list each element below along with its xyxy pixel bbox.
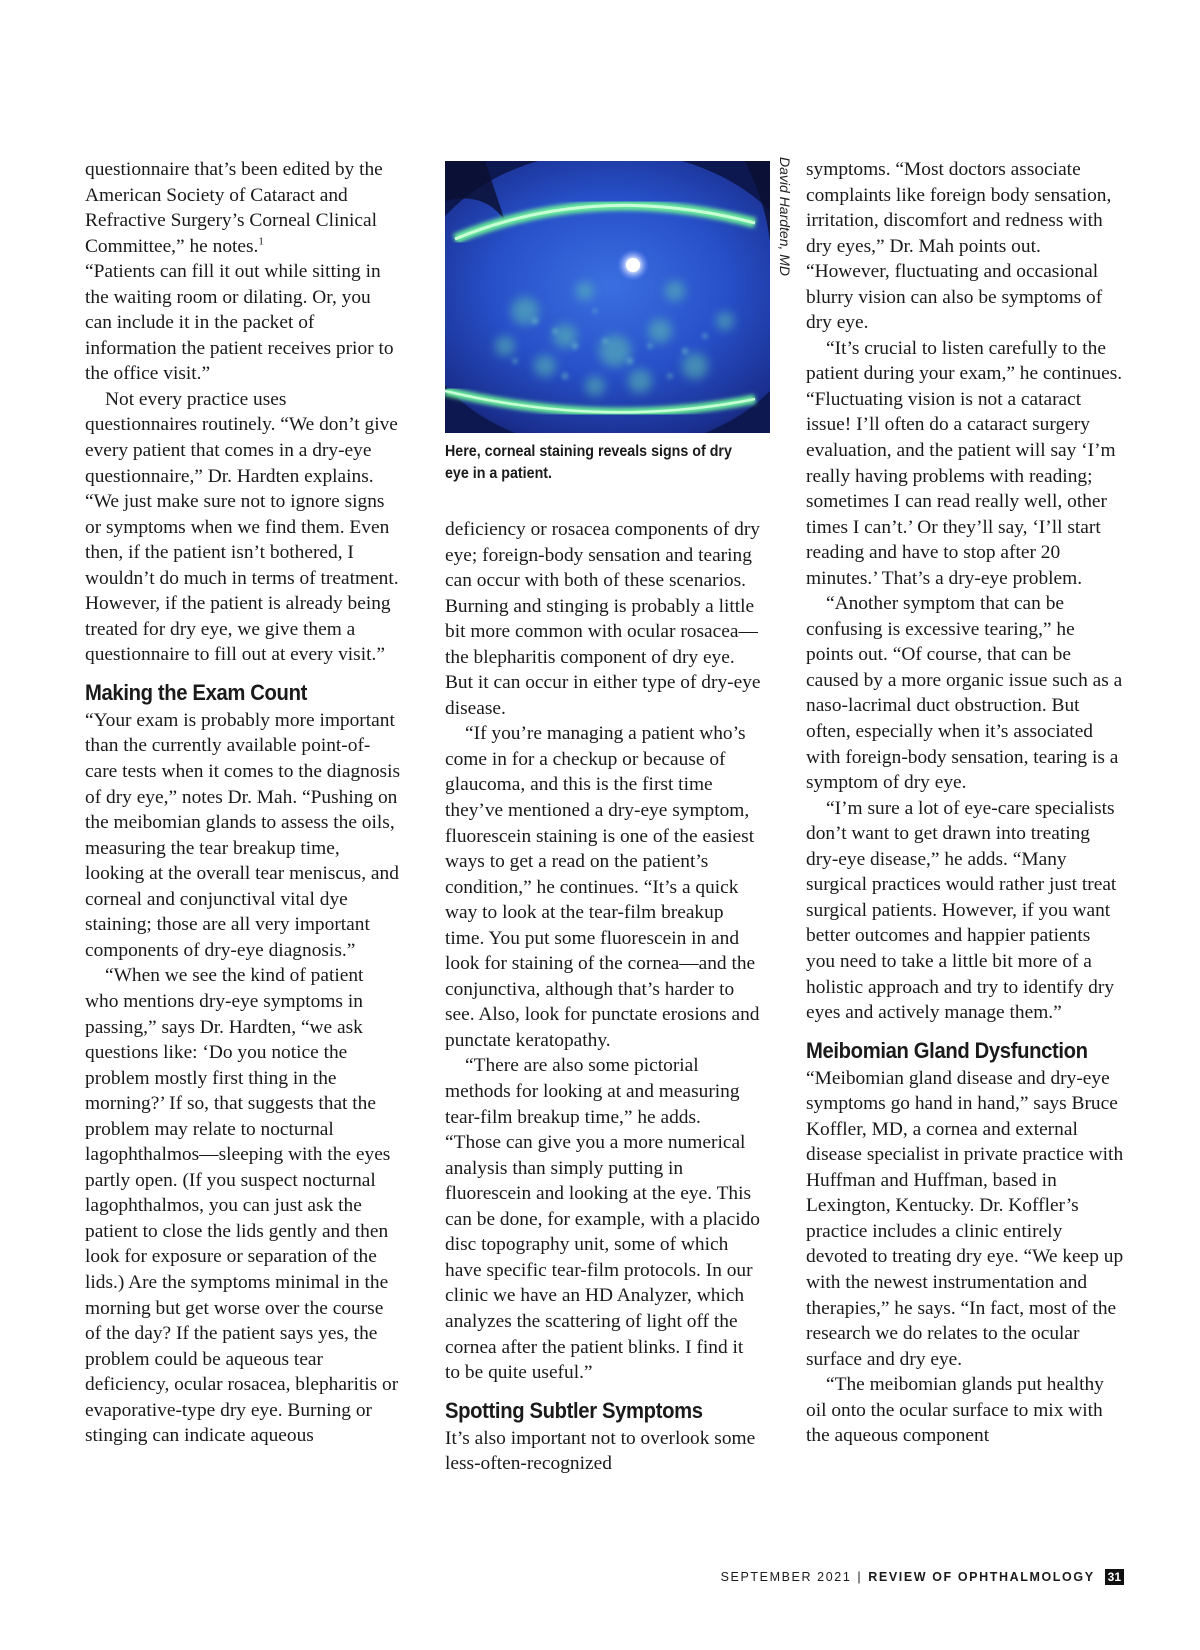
section-heading: Making the Exam Count — [85, 679, 307, 705]
body-paragraph: questionnaire that’s been edited by the American Society of Cataract and Refractive Surgery’s Corneal Clinical Committee,” he notes.$^1$ — [85, 159, 383, 257]
body-paragraph: It’s also important not to overlook some less-often-recognized — [445, 1427, 756, 1475]
section-heading: Spotting Subtler Symptoms — [445, 1397, 703, 1423]
body-paragraph: “It’s crucial to listen carefully to the patient during your exam,” he continues. “Fluctuating vision is not a cataract issue! I’ll often do a cataract surgery evaluation, and the patient will say ‘I’m really having problems with reading; sometimes I can read really well, other times I can’t.’ Or they’ll say, ‘I’ll start reading and have to stop after 20 minutes.’ That’s a dry-eye problem. — [806, 337, 1123, 589]
figure-caption: Here, corneal staining reveals signs of dry eye in a patient. — [445, 443, 732, 482]
body-paragraph: “Your exam is probably more important than the currently available point-of-care tests when it comes to the diagnosis of dry eye,” notes Dr. Mah. “Pushing on the meibomian glands to assess the oils, measuring the tear breakup time, looking at the overall tear meniscus, and corneal and conjunctival vital dye staining; those are all very important components of dry-eye diagnosis.” — [85, 709, 401, 961]
publication-name: REVIEW OF OPHTHALMOLOGY — [868, 1570, 1095, 1584]
corneal-staining-photo — [445, 161, 770, 433]
body-paragraph: Not every practice uses questionnaires routinely. “We don’t give every patient that comes in a dry-eye questionnaire,” Dr. Hardten explains. “We just make sure not to ignore signs or symptoms when we find them. Even then, if the patient isn’t bothered, I wouldn’t do much in terms of treatment. However, if the patient is already being treated for dry eye, we give them a questionnaire to fill out at every visit.” — [85, 388, 399, 666]
page-footer — [721, 1569, 1124, 1585]
article-column-3 — [806, 157, 1124, 1449]
photo-credit: David Hardten, MD — [777, 157, 793, 277]
body-paragraph: “If you’re managing a patient who’s come in for a checkup or because of glaucoma, and this is the first time they’ve mentioned a dry-eye symptom, fluorescein staining is one of the easiest ways to get a read on the patient’s condition,” he continues. “It’s a quick way to look at the tear-film breakup time. You put some fluorescein in and look for staining of the cornea—and the conjunctiva, although that’s harder to see. Also, look for punctate erosions and punctate keratopathy. — [445, 723, 760, 1051]
issue-date: SEPTEMBER 2021 — [720, 1570, 852, 1584]
body-paragraph: “The meibomian glands put healthy oil onto the ocular surface to mix with the aqueous component — [806, 1374, 1104, 1447]
footer-separator: | — [857, 1570, 863, 1584]
reference-superscript: 1 — [258, 235, 264, 248]
article-column-2 — [445, 517, 761, 1477]
body-paragraph: “Meibomian gland disease and dry-eye symptoms go hand in hand,” says Bruce Koffler, MD, a cornea and external disease specialist in private practice with Huffman and Huffman, based in Lexington, Kentucky. Dr. Koffler’s practice includes a clinic entirely devoted to treating dry eye. “We keep up with the newest instrumentation and therapies,” he says. “In fact, most of the research we do relates to the ocular surface and dry eye. — [806, 1067, 1124, 1370]
body-paragraph: deficiency or rosacea components of dry eye; foreign-body sensation and tearing can occur with both of these scenarios. Burning and stinging is probably a little bit more common with ocular rosacea—the blepharitis component of dry eye. But it can occur in either type of dry-eye disease. — [445, 519, 761, 719]
body-paragraph: “When we see the kind of patient who mentions dry-eye symptoms in passing,” says Dr. Hardten, “we ask questions like: ‘Do you notice the problem mostly first thing in the morning?’ If so, that suggests that the problem may relate to nocturnal lagophthalmos—sleeping with the eyes partly open. (If you suspect nocturnal lagophthalmos, you can just ask the patient to close the lids gently and then look for exposure or separation of the lids.) Are the symptoms minimal in the morning but get worse over the course of the day? If the patient says yes, the problem could be aqueous tear deficiency, ocular rosacea, blepharitis or evaporative-type dry eye. Burning or stinging can indicate aqueous — [85, 965, 399, 1447]
article-column-1 — [85, 157, 401, 1449]
body-paragraph: “Another symptom that can be confusing is excessive tearing,” he points out. “Of course, that can be caused by a more organic issue such as a naso-lacrimal duct obstruction. But often, especially when it’s associated with foreign-body sensation, tearing is a symptom of dry eye. — [806, 593, 1123, 794]
body-paragraph: “There are also some pictorial methods for looking at and measuring tear-film breakup time,” he adds. “Those can give you a more numerical analysis than simply putting in fluorescein and looking at the eye. This can be done, for example, with a placido disc topography unit, some of which have specific tear-film protocols. In our clinic we have an HD Analyzer, which analyzes the scattering of light off the cornea after the patient blinks. I find it to be quite useful.” — [445, 1055, 760, 1384]
body-paragraph: “Patients can fill it out while sitting in the waiting room or dilating. Or, you can include it in the packet of information the patient receives prior to the office visit.” — [85, 261, 394, 385]
page-number: 31 — [1105, 1569, 1124, 1585]
section-heading: Meibomian Gland Dysfunction — [806, 1037, 1088, 1063]
body-paragraph: symptoms. “Most doctors associate complaints like foreign body sensation, irritation, discomfort and redness with dry eyes,” Dr. Mah points out. “However, fluctuating and occasional blurry vision can also be symptoms of dry eye. — [806, 159, 1112, 334]
body-paragraph: “I’m sure a lot of eye-care specialists don’t want to get drawn into treating dry-eye disease,” he adds. “Many surgical practices would rather just treat surgical patients. However, if you want better outcomes and happier patients you need to take a little bit more of a holistic approach and try to identify dry eyes and actively manage them.” — [806, 797, 1117, 1024]
